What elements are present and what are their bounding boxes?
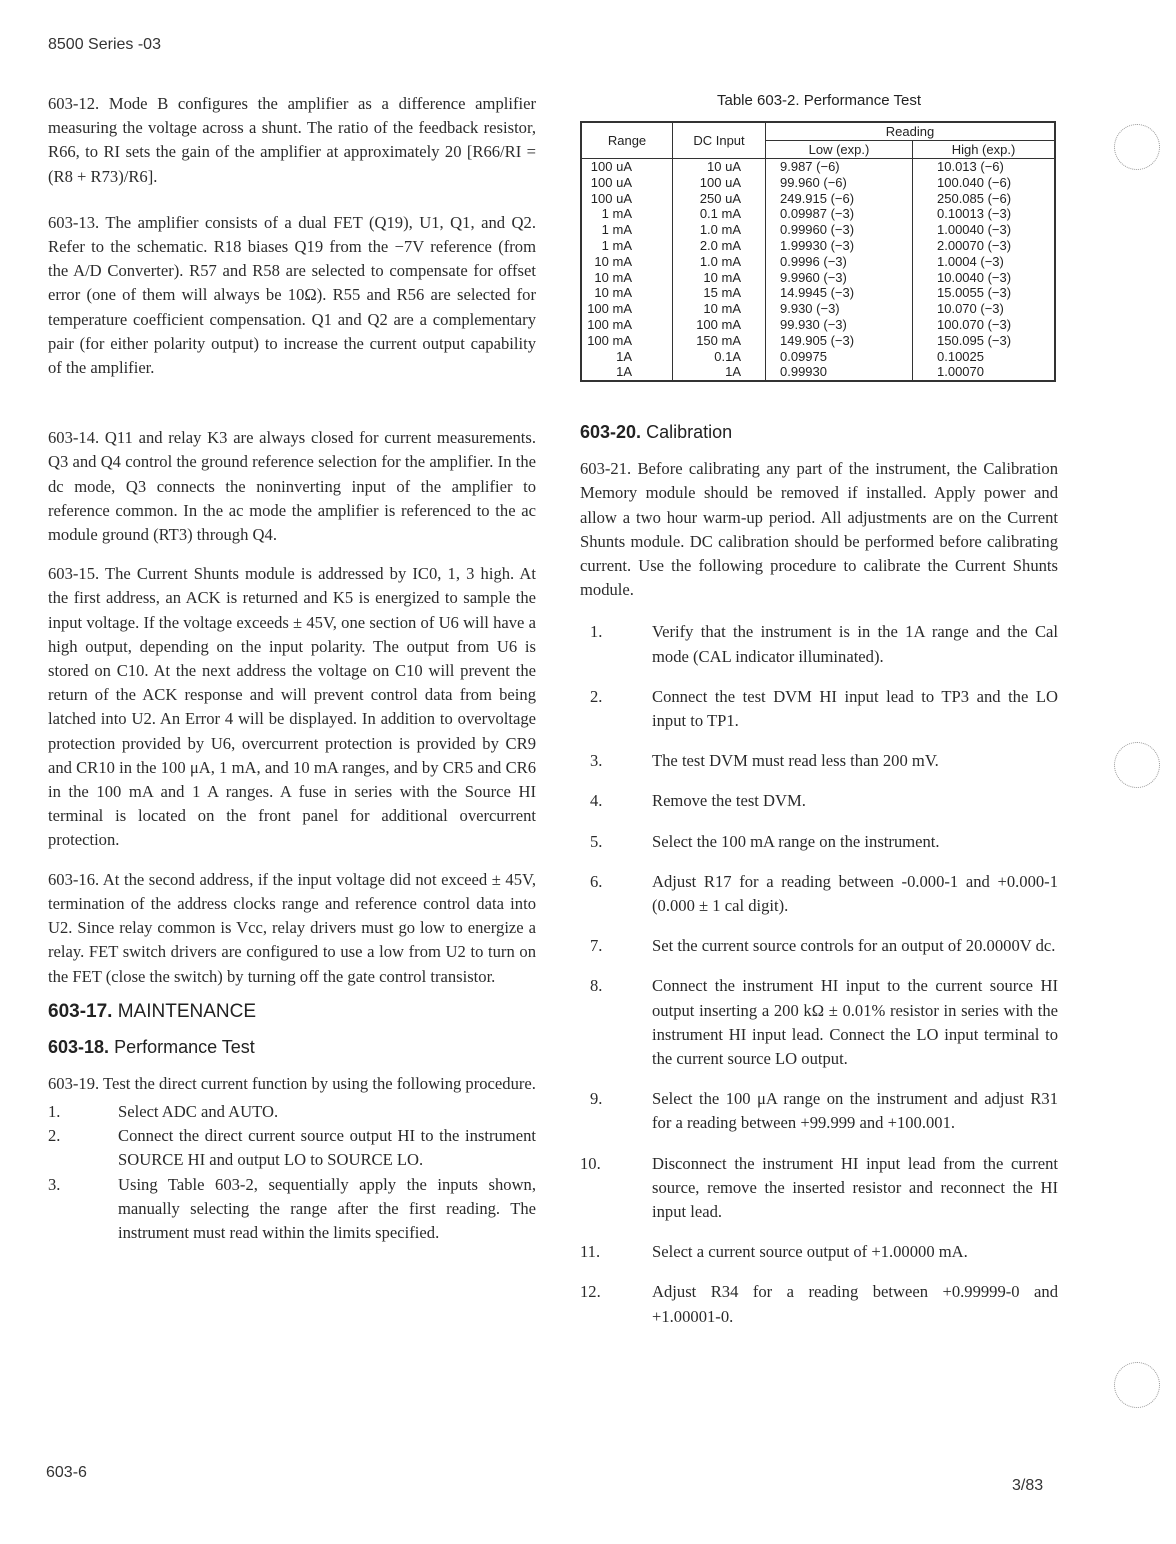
cell-high: 100.040 (−6) bbox=[913, 175, 1056, 191]
step-text: Using Table 603-2, sequentially apply the inputs shown, manually selecting the range after the first reading. The instrument must read within the limits specified. bbox=[118, 1174, 536, 1242]
cell-dc-input: 100 mA bbox=[673, 317, 766, 333]
table-row bbox=[581, 364, 1055, 381]
step-number: 3. bbox=[48, 1174, 61, 1194]
list-item bbox=[580, 685, 1058, 733]
paragraph-603-13: 603-13. The amplifier consists of a dual FET (Q19), U1, Q1, and Q2. Refer to the schematic. R18 biases Q19 from the −7V reference (from the A/D Converter). R57 and R58 are selected to compensate for offset error (one of them will always be 10Ω). R55 and R56 are selected for temperature coefficient compensation. Q1 and Q2 are a complementary pair (for either polarity output) to increase the current output capability of the amplifier. bbox=[48, 212, 536, 378]
step-number: 1. bbox=[590, 622, 603, 642]
section-number: 603-17. bbox=[48, 1000, 113, 1022]
cell-high: 0.10025 bbox=[913, 349, 1056, 365]
right-column bbox=[580, 92, 1058, 1345]
step-number: 4. bbox=[590, 791, 603, 811]
list-item bbox=[580, 620, 1058, 668]
cell-dc-input: 0.1 mA bbox=[673, 206, 766, 222]
cell-dc-input: 10 uA bbox=[673, 159, 766, 175]
punch-hole-bottom bbox=[1114, 1362, 1160, 1408]
step-text: Connect the test DVM HI input lead to TP3 and the LO input to TP1. bbox=[652, 686, 1058, 730]
step-text: Adjust R17 for a reading between -0.000-1 and +0.000-1 (0.000 ± 1 cal digit). bbox=[652, 871, 1058, 915]
table-row bbox=[581, 206, 1055, 222]
step-text: Set the current source controls for an output of 20.0000V dc. bbox=[652, 936, 1056, 956]
list-item bbox=[580, 789, 1058, 813]
step-number: 6. bbox=[590, 871, 603, 891]
step-number: 9. bbox=[590, 1089, 603, 1109]
cell-low: 9.930 (−3) bbox=[766, 301, 913, 317]
cell-high: 1.00040 (−3) bbox=[913, 222, 1056, 238]
cell-dc-input: 0.1A bbox=[673, 349, 766, 365]
cell-range: 100 uA bbox=[581, 175, 673, 191]
step-text: Connect the instrument HI input to the current source HI output inserting a 200 kΩ ± 0.01% resistor in series with the instrument HI input lead. Connect the LO input terminal to the current source LO output. bbox=[652, 976, 1058, 1069]
section-title: Performance Test bbox=[114, 1036, 255, 1057]
paragraph-603-15: 603-15. The Current Shunts module is addressed by IC0, 1, 3 high. At the first address, an ACK is returned and K5 is energized to sample the input voltage. If the voltage exceeds ± 45V, one section of U6 will have a high output, depending on the input polarity. The output from U6 is stored on C10. At the next address the voltage on C10 will prevent the return of the ACK response and will prevent control data from being latched into U2. An Error 4 will be displayed. In addition to overvoltage protection provided by U6, overcurrent protection is provided by CR9 and CR10 in the 100 μA, 1 mA, and 10 mA ranges, and by CR5 and CR6 in the 100 mA and 1 A ranges. A fuse in series with the Source HI terminal is located on the front panel for additional overcurrent protection. bbox=[48, 564, 536, 850]
column-header-low: Low (exp.) bbox=[766, 141, 913, 159]
cell-high: 10.013 (−6) bbox=[913, 159, 1056, 175]
list-item bbox=[580, 1152, 1058, 1225]
cell-high: 250.085 (−6) bbox=[913, 191, 1056, 207]
step-number: 5. bbox=[590, 831, 603, 851]
table-row bbox=[581, 349, 1055, 365]
step-number: 2. bbox=[48, 1126, 61, 1146]
column-header-reading: Reading bbox=[766, 122, 1056, 141]
list-item bbox=[580, 749, 1058, 773]
cell-low: 9.9960 (−3) bbox=[766, 270, 913, 286]
cell-dc-input: 10 mA bbox=[673, 301, 766, 317]
table-row bbox=[581, 333, 1055, 349]
step-text: Verify that the instrument is in the 1A range and the Cal mode (CAL indicator illuminated). bbox=[652, 622, 1058, 666]
cell-low: 14.9945 (−3) bbox=[766, 285, 913, 301]
step-number: 11. bbox=[580, 1242, 601, 1262]
cell-range: 10 mA bbox=[581, 254, 673, 270]
cell-low: 0.99960 (−3) bbox=[766, 222, 913, 238]
step-text: Adjust R34 for a reading between +0.99999-0 and +1.00001-0. bbox=[652, 1282, 1058, 1326]
step-number: 2. bbox=[590, 686, 603, 706]
cell-range: 10 mA bbox=[581, 285, 673, 301]
cell-low: 1.99930 (−3) bbox=[766, 238, 913, 254]
column-header-range: Range bbox=[581, 122, 673, 159]
revision-date: 3/83 bbox=[1012, 1477, 1044, 1494]
table-row bbox=[581, 159, 1055, 175]
cell-range: 1 mA bbox=[581, 238, 673, 254]
table-row bbox=[581, 317, 1055, 333]
cell-high: 15.0055 (−3) bbox=[913, 285, 1056, 301]
cell-range: 100 uA bbox=[581, 191, 673, 207]
cell-dc-input: 10 mA bbox=[673, 270, 766, 286]
list-item bbox=[580, 1087, 1058, 1135]
step-number: 1. bbox=[48, 1101, 61, 1121]
table-row bbox=[581, 254, 1055, 270]
cell-range: 1 mA bbox=[581, 222, 673, 238]
step-text: Select ADC and AUTO. bbox=[118, 1101, 279, 1121]
cell-dc-input: 15 mA bbox=[673, 285, 766, 301]
step-number: 10. bbox=[580, 1153, 601, 1173]
document-series-header: 8500 Series -03 bbox=[48, 36, 161, 53]
cell-low: 0.09975 bbox=[766, 349, 913, 365]
performance-test-steps bbox=[48, 1100, 536, 1245]
paragraph-603-19: 603-19. Test the direct current function by using the following procedure. bbox=[48, 1073, 536, 1093]
cell-dc-input: 1A bbox=[673, 364, 766, 381]
cell-range: 100 mA bbox=[581, 317, 673, 333]
step-number: 8. bbox=[590, 976, 603, 996]
cell-high: 100.070 (−3) bbox=[913, 317, 1056, 333]
page-number: 603-6 bbox=[46, 1464, 87, 1481]
column-header-high: High (exp.) bbox=[913, 141, 1056, 159]
list-item bbox=[580, 830, 1058, 854]
cell-high: 0.10013 (−3) bbox=[913, 206, 1056, 222]
step-text: Select a current source output of +1.00000 mA. bbox=[652, 1242, 968, 1262]
section-number: 603-18. bbox=[48, 1036, 110, 1057]
list-item bbox=[580, 1280, 1058, 1328]
cell-low: 0.9996 (−3) bbox=[766, 254, 913, 270]
cell-range: 100 mA bbox=[581, 301, 673, 317]
cell-high: 150.095 (−3) bbox=[913, 333, 1056, 349]
paragraph-603-21: 603-21. Before calibrating any part of the instrument, the Calibration Memory module should be removed if installed. Apply power and allow a two hour warm-up period. All adjustments are on the Current Shunts module. DC calibration should be performed before calibrating current. Use the following procedure to calibrate the Current Shunts module. bbox=[580, 459, 1058, 600]
paragraph-603-12: 603-12. Mode B configures the amplifier as a difference amplifier measuring the voltage across a shunt. The ratio of the feedback resistor, R66, to RΙ sets the gain of the amplifier at approximately 20 [R66/RΙ = (R8 + R73)/R6]. bbox=[48, 94, 536, 186]
cell-dc-input: 1.0 mA bbox=[673, 222, 766, 238]
cell-range: 100 uA bbox=[581, 159, 673, 175]
cell-dc-input: 100 uA bbox=[673, 175, 766, 191]
section-title: MAINTENANCE bbox=[117, 1000, 257, 1022]
cell-low: 99.960 (−6) bbox=[766, 175, 913, 191]
list-item bbox=[48, 1173, 536, 1246]
section-heading-performance-test bbox=[48, 1037, 536, 1058]
table-row bbox=[581, 270, 1055, 286]
calibration-steps bbox=[580, 620, 1058, 1328]
table-row bbox=[581, 175, 1055, 191]
left-column bbox=[48, 92, 536, 1245]
paragraph-603-14: 603-14. Q11 and relay K3 are always closed for current measurements. Q3 and Q4 control the ground reference selection for the amplifier. In the dc mode, Q3 connects the noninverting input of the amplifier to reference common. In the ac mode the amplifier is referenced to the ac module ground (RT3) through Q4. bbox=[48, 428, 536, 545]
punch-hole-top bbox=[1114, 124, 1160, 170]
step-number: 7. bbox=[590, 936, 603, 956]
cell-dc-input: 1.0 mA bbox=[673, 254, 766, 270]
table-row bbox=[581, 222, 1055, 238]
section-heading-maintenance bbox=[48, 1001, 536, 1023]
cell-range: 1A bbox=[581, 364, 673, 381]
column-header-dc-input: DC Input bbox=[673, 122, 766, 159]
step-text: The test DVM must read less than 200 mV. bbox=[652, 751, 939, 771]
cell-low: 249.915 (−6) bbox=[766, 191, 913, 207]
cell-low: 99.930 (−3) bbox=[766, 317, 913, 333]
cell-range: 100 mA bbox=[581, 333, 673, 349]
cell-high: 10.0040 (−3) bbox=[913, 270, 1056, 286]
section-title: Calibration bbox=[646, 422, 733, 443]
cell-high: 1.0004 (−3) bbox=[913, 254, 1056, 270]
cell-low: 0.99930 bbox=[766, 364, 913, 381]
step-number: 3. bbox=[590, 751, 603, 771]
punch-hole-middle bbox=[1114, 742, 1160, 788]
list-item bbox=[580, 870, 1058, 918]
cell-low: 149.905 (−3) bbox=[766, 333, 913, 349]
step-text: Select the 100 μA range on the instrument and adjust R31 for a reading between +99.999 and +100.001. bbox=[652, 1089, 1058, 1133]
table-row bbox=[581, 191, 1055, 207]
list-item bbox=[580, 974, 1058, 1071]
cell-low: 0.09987 (−3) bbox=[766, 206, 913, 222]
cell-dc-input: 150 mA bbox=[673, 333, 766, 349]
cell-high: 10.070 (−3) bbox=[913, 301, 1056, 317]
list-item bbox=[580, 934, 1058, 958]
step-text: Select the 100 mA range on the instrument. bbox=[652, 831, 940, 851]
table-row bbox=[581, 238, 1055, 254]
list-item bbox=[580, 1240, 1058, 1264]
cell-dc-input: 250 uA bbox=[673, 191, 766, 207]
list-item bbox=[48, 1124, 536, 1172]
cell-dc-input: 2.0 mA bbox=[673, 238, 766, 254]
cell-range: 1A bbox=[581, 349, 673, 365]
table-row bbox=[581, 301, 1055, 317]
step-text: Connect the direct current source output HI to the instrument SOURCE HI and output LO to SOURCE LO. bbox=[118, 1126, 536, 1170]
cell-high: 2.00070 (−3) bbox=[913, 238, 1056, 254]
table-row bbox=[581, 285, 1055, 301]
cell-high: 1.00070 bbox=[913, 364, 1056, 381]
section-heading-calibration bbox=[580, 422, 1058, 443]
cell-range: 10 mA bbox=[581, 270, 673, 286]
cell-range: 1 mA bbox=[581, 206, 673, 222]
list-item bbox=[48, 1100, 536, 1124]
table-title: Table 603-2. Performance Test bbox=[716, 92, 921, 109]
cell-low: 9.987 (−6) bbox=[766, 159, 913, 175]
step-number: 12. bbox=[580, 1282, 601, 1302]
step-text: Remove the test DVM. bbox=[652, 791, 806, 811]
step-text: Disconnect the instrument HI input lead from the current source, remove the inserted resistor and reconnect the HI input lead. bbox=[652, 1153, 1058, 1222]
performance-test-table bbox=[580, 121, 1056, 382]
section-number: 603-20. bbox=[580, 422, 642, 443]
paragraph-603-16: 603-16. At the second address, if the input voltage did not exceed ± 45V, termination of the address clocks range and reference control data into U2. Since relay common is Vcc, relay drivers must go low to energize a relay. FET switch drivers are configured to use a low from U2 to turn on the FET (close the switch) by turning off the gate control transistor. bbox=[48, 869, 536, 986]
